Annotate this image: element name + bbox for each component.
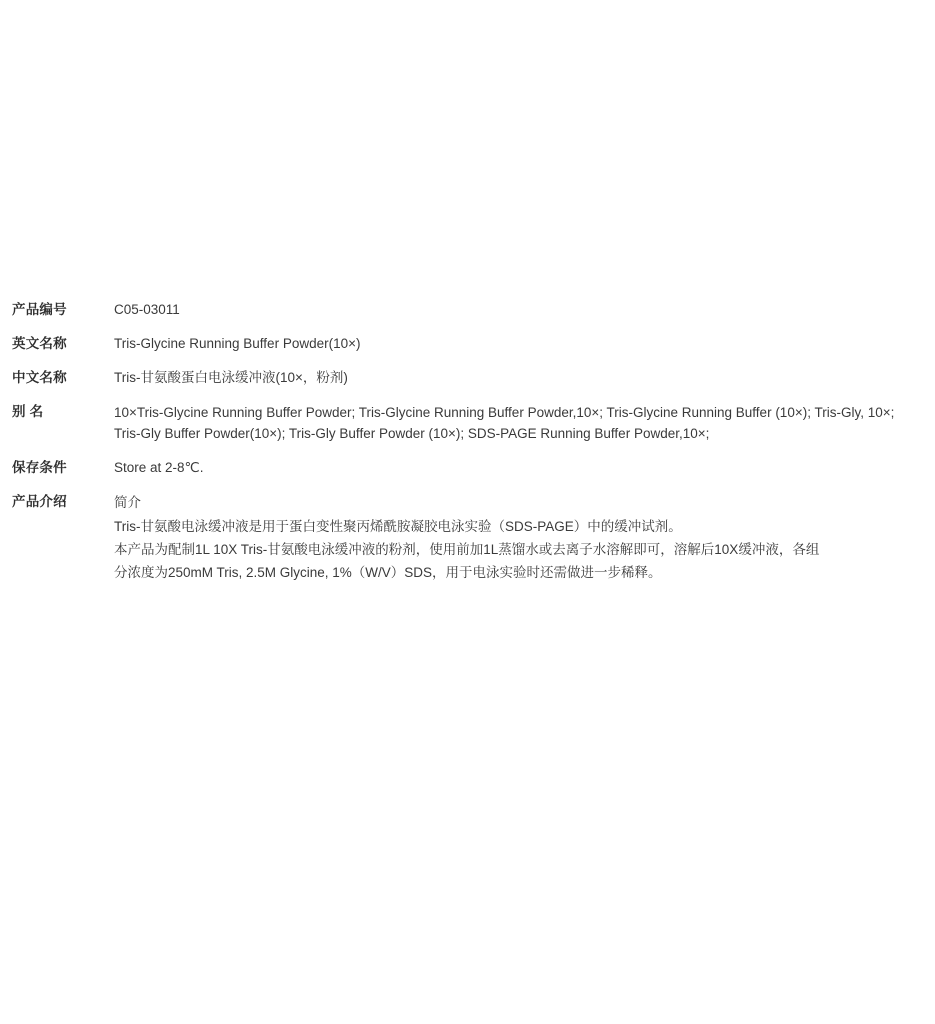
spec-value-english-name: Tris-Glycine Running Buffer Powder(10×) xyxy=(114,336,361,351)
spec-label-chinese-name: 中文名称 xyxy=(12,370,67,385)
spec-row-chinese-name xyxy=(12,368,912,388)
spec-row-introduction xyxy=(12,492,912,585)
intro-paragraph-1: Tris-甘氨酸电泳缓冲液是用于蛋白变性聚丙烯酰胺凝胶电泳实验（SDS-PAGE）中的缓冲试剂。 xyxy=(114,519,682,534)
spec-value-product-code: C05-03011 xyxy=(114,302,180,317)
spec-row-alias xyxy=(12,402,912,444)
spec-value-introduction xyxy=(114,492,912,585)
spec-label-alias: 别 名 xyxy=(12,404,44,419)
spec-label-english-name: 英文名称 xyxy=(12,336,67,351)
spec-value-alias: 10×Tris-Glycine Running Buffer Powder; Tris-Glycine Running Buffer Powder,10×; Tris-Glycine Running Buffer (10×); Tris-Gly, 10×; Tris-Gly Buffer Powder(10×); Tris-Gly Buffer Powder (10×); SDS-PAGE Running Buffer Powder,10×; xyxy=(114,405,895,441)
spec-label-product-code: 产品编号 xyxy=(12,302,67,317)
intro-title: 简介 xyxy=(114,495,141,510)
spec-label-introduction: 产品介绍 xyxy=(12,494,67,509)
intro-paragraph-2: 本产品为配制1L 10X Tris-甘氨酸电泳缓冲液的粉剂，使用前加1L蒸馏水或去离子水溶解即可，溶解后10X缓冲液，各组 xyxy=(114,542,820,557)
product-spec-table xyxy=(12,300,912,599)
spec-value-storage-condition: Store at 2-8℃. xyxy=(114,460,204,475)
spec-label-storage-condition: 保存条件 xyxy=(12,460,67,475)
spec-row-product-code xyxy=(12,300,912,320)
intro-paragraph-3: 分浓度为250mM Tris, 2.5M Glycine, 1%（W/V）SDS，用于电泳实验时还需做进一步稀释。 xyxy=(114,565,662,580)
spec-value-chinese-name: Tris-甘氨酸蛋白电泳缓冲液(10×，粉剂) xyxy=(114,370,348,385)
spec-row-english-name xyxy=(12,334,912,354)
spec-row-storage-condition xyxy=(12,458,912,478)
